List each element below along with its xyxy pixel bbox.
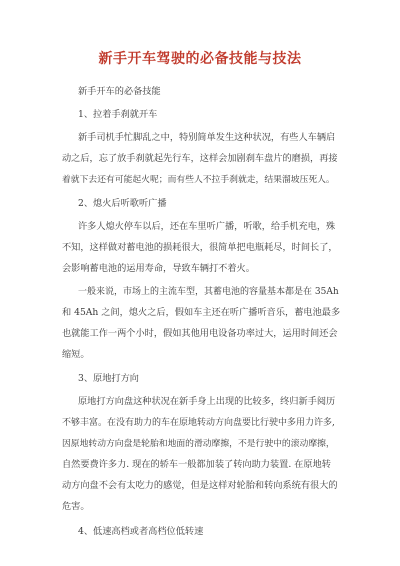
paragraph-line: 缩短。 xyxy=(62,349,90,360)
document-subtitle: 新手开车的必备技能 xyxy=(78,86,161,97)
section-heading-4: 4、低速高档或者高档位低转速 xyxy=(78,526,204,537)
paragraph-line: 动方向盘不会有太吃力的感觉，但是这样对轮胎和转向系统有很大的 xyxy=(62,480,338,491)
paragraph-line: 一般来说，市场上的主流车型，其蓄电池的容量基本都是在 35Ah xyxy=(78,287,339,297)
section-heading-1: 1、拉着手刹就开车 xyxy=(78,109,158,120)
paragraph-line: 不知，这样做对蓄电池的损耗很大，很简单把电瓶耗尽，时间长了， xyxy=(62,242,338,253)
paragraph-line: 原地打方向盘这种状况在新手身上出现的比较多，终归新手阅历 xyxy=(78,396,336,407)
paragraph-line: 危害。 xyxy=(62,501,90,512)
section-heading-2: 2、熄火后听歌听广播 xyxy=(78,198,167,209)
paragraph-line: 和 45Ah 之间，熄火之后，假如车主还在听广播听音乐，蓄电池最多 xyxy=(62,307,341,318)
paragraph-line: 因原地转动方向盘是轮胎和地面的滑动摩擦，不是行驶中的滚动摩擦， xyxy=(62,439,335,449)
paragraph-line: 许多人熄火停车以后，还在车里听广播，听歌，给手机充电，殊 xyxy=(78,221,336,232)
paragraph-line: 也就能工作一两个小时，假如其他用电设备功率过大，运用时间还会 xyxy=(62,328,338,339)
document-title: 新手开车驾驶的必备技能与技法 xyxy=(98,51,302,67)
section-heading-3: 3、原地打方向 xyxy=(78,373,139,384)
paragraph-line: 着就下去还有可能起火呢；而有些人不拉手刹就走，结果溜坡压死人。 xyxy=(62,175,335,185)
paragraph-line: 不够丰富。在没有助力的车在原地转动方向盘要比行驶中多用力许多, xyxy=(62,418,335,428)
paragraph-line: 动之后，忘了放手刹就起先行车，这样会加剧刹车盘片的磨损，再接 xyxy=(62,153,338,164)
paragraph-line: 会影响蓄电池的运用寿命，导致车辆打不着火。 xyxy=(62,263,255,274)
paragraph-line: 自然要费许多力. 现在的轿车一般都加装了转向助力装置. 在原地转 xyxy=(62,459,331,470)
paragraph-line: 新手司机手忙脚乱之中，特别简单发生这种状况，有些人车辆启 xyxy=(78,132,336,143)
